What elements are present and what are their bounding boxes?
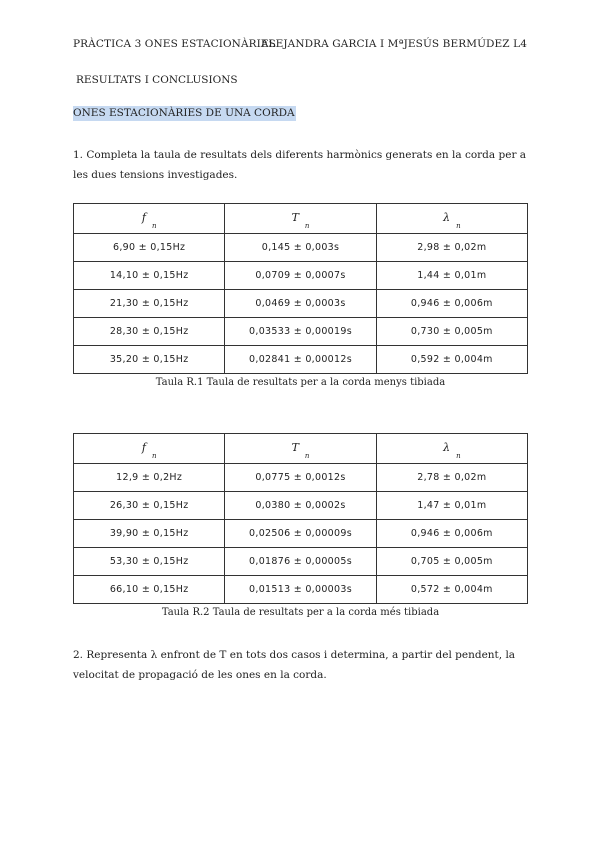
table-row [74,234,528,262]
cell-wavelength: 2,98 ± 0,02m [376,234,527,262]
cell-wavelength: 0,946 ± 0,006m [376,290,527,318]
cell-period: 0,02841 ± 0,00012s [225,346,376,374]
header-authors: ALEJANDRA GARCIA I MªJESÚS BERMÚDEZ L4 [260,38,527,50]
cell-frequency: 14,10 ± 0,15Hz [74,262,225,290]
table-2-caption: Taula R.2 Taula de resultats per a la corda més tibiada [161,607,440,618]
cell-frequency: 21,30 ± 0,15Hz [74,290,225,318]
table-row [74,262,528,290]
question-1: 1. Completa la taula de resultats dels diferents harmònics generats en la corda per a les dues tensions investigades. [73,149,527,181]
column-header-period: $T_n$ [225,204,376,234]
table-row [74,520,528,548]
page-header [73,38,527,52]
cell-period: 0,0380 ± 0,0002s [225,492,376,520]
cell-wavelength: 1,47 ± 0,01m [376,492,527,520]
header-course-title: PRÀCTICA 3 ONES ESTACIONÀRIES [73,38,276,50]
table-row [74,318,528,346]
column-header-wavelength: $\lambda_n$ [376,434,527,464]
cell-frequency: 28,30 ± 0,15Hz [74,318,225,346]
cell-period: 0,0775 ± 0,0012s [225,464,376,492]
column-header-frequency: $f_n$ [74,434,225,464]
column-header-wavelength: $\lambda_n$ [376,204,527,234]
cell-frequency: 12,9 ± 0,2Hz [74,464,225,492]
cell-period: 0,0709 ± 0,0007s [225,262,376,290]
cell-frequency: 6,90 ± 0,15Hz [74,234,225,262]
cell-wavelength: 0,592 ± 0,004m [376,346,527,374]
table-row [74,464,528,492]
subsection-title: ONES ESTACIONÀRIES DE UNA CORDA [73,107,295,119]
table-row [74,576,528,604]
cell-wavelength: 1,44 ± 0,01m [376,262,527,290]
table-row [74,346,528,374]
results-table-1 [73,203,528,374]
cell-wavelength: 0,705 ± 0,005m [376,548,527,576]
cell-wavelength: 0,946 ± 0,006m [376,520,527,548]
cell-frequency: 39,90 ± 0,15Hz [74,520,225,548]
cell-period: 0,0469 ± 0,0003s [225,290,376,318]
table-row [74,548,528,576]
column-header-period: $T_n$ [225,434,376,464]
cell-period: 0,145 ± 0,003s [225,234,376,262]
cell-frequency: 53,30 ± 0,15Hz [74,548,225,576]
column-header-frequency: $f_n$ [74,204,225,234]
cell-wavelength: 0,572 ± 0,004m [376,576,527,604]
table-row [74,290,528,318]
table-row [74,492,528,520]
cell-period: 0,01513 ± 0,00003s [225,576,376,604]
table-1-caption: Taula R.1 Taula de resultats per a la corda menys tibiada [155,377,446,388]
cell-period: 0,01876 ± 0,00005s [225,548,376,576]
cell-frequency: 35,20 ± 0,15Hz [74,346,225,374]
results-table-2 [73,433,528,604]
table-header-row [74,204,528,234]
cell-frequency: 26,30 ± 0,15Hz [74,492,225,520]
cell-wavelength: 0,730 ± 0,005m [376,318,527,346]
cell-frequency: 66,10 ± 0,15Hz [74,576,225,604]
cell-wavelength: 2,78 ± 0,02m [376,464,527,492]
cell-period: 0,02506 ± 0,00009s [225,520,376,548]
table-header-row [74,434,528,464]
cell-period: 0,03533 ± 0,00019s [225,318,376,346]
question-2: 2. Representa λ enfront de T en tots dos casos i determina, a partir del pendent, la velocitat de propagació de les ones en la corda. [73,649,516,681]
section-title: RESULTATS I CONCLUSIONS [76,74,238,86]
